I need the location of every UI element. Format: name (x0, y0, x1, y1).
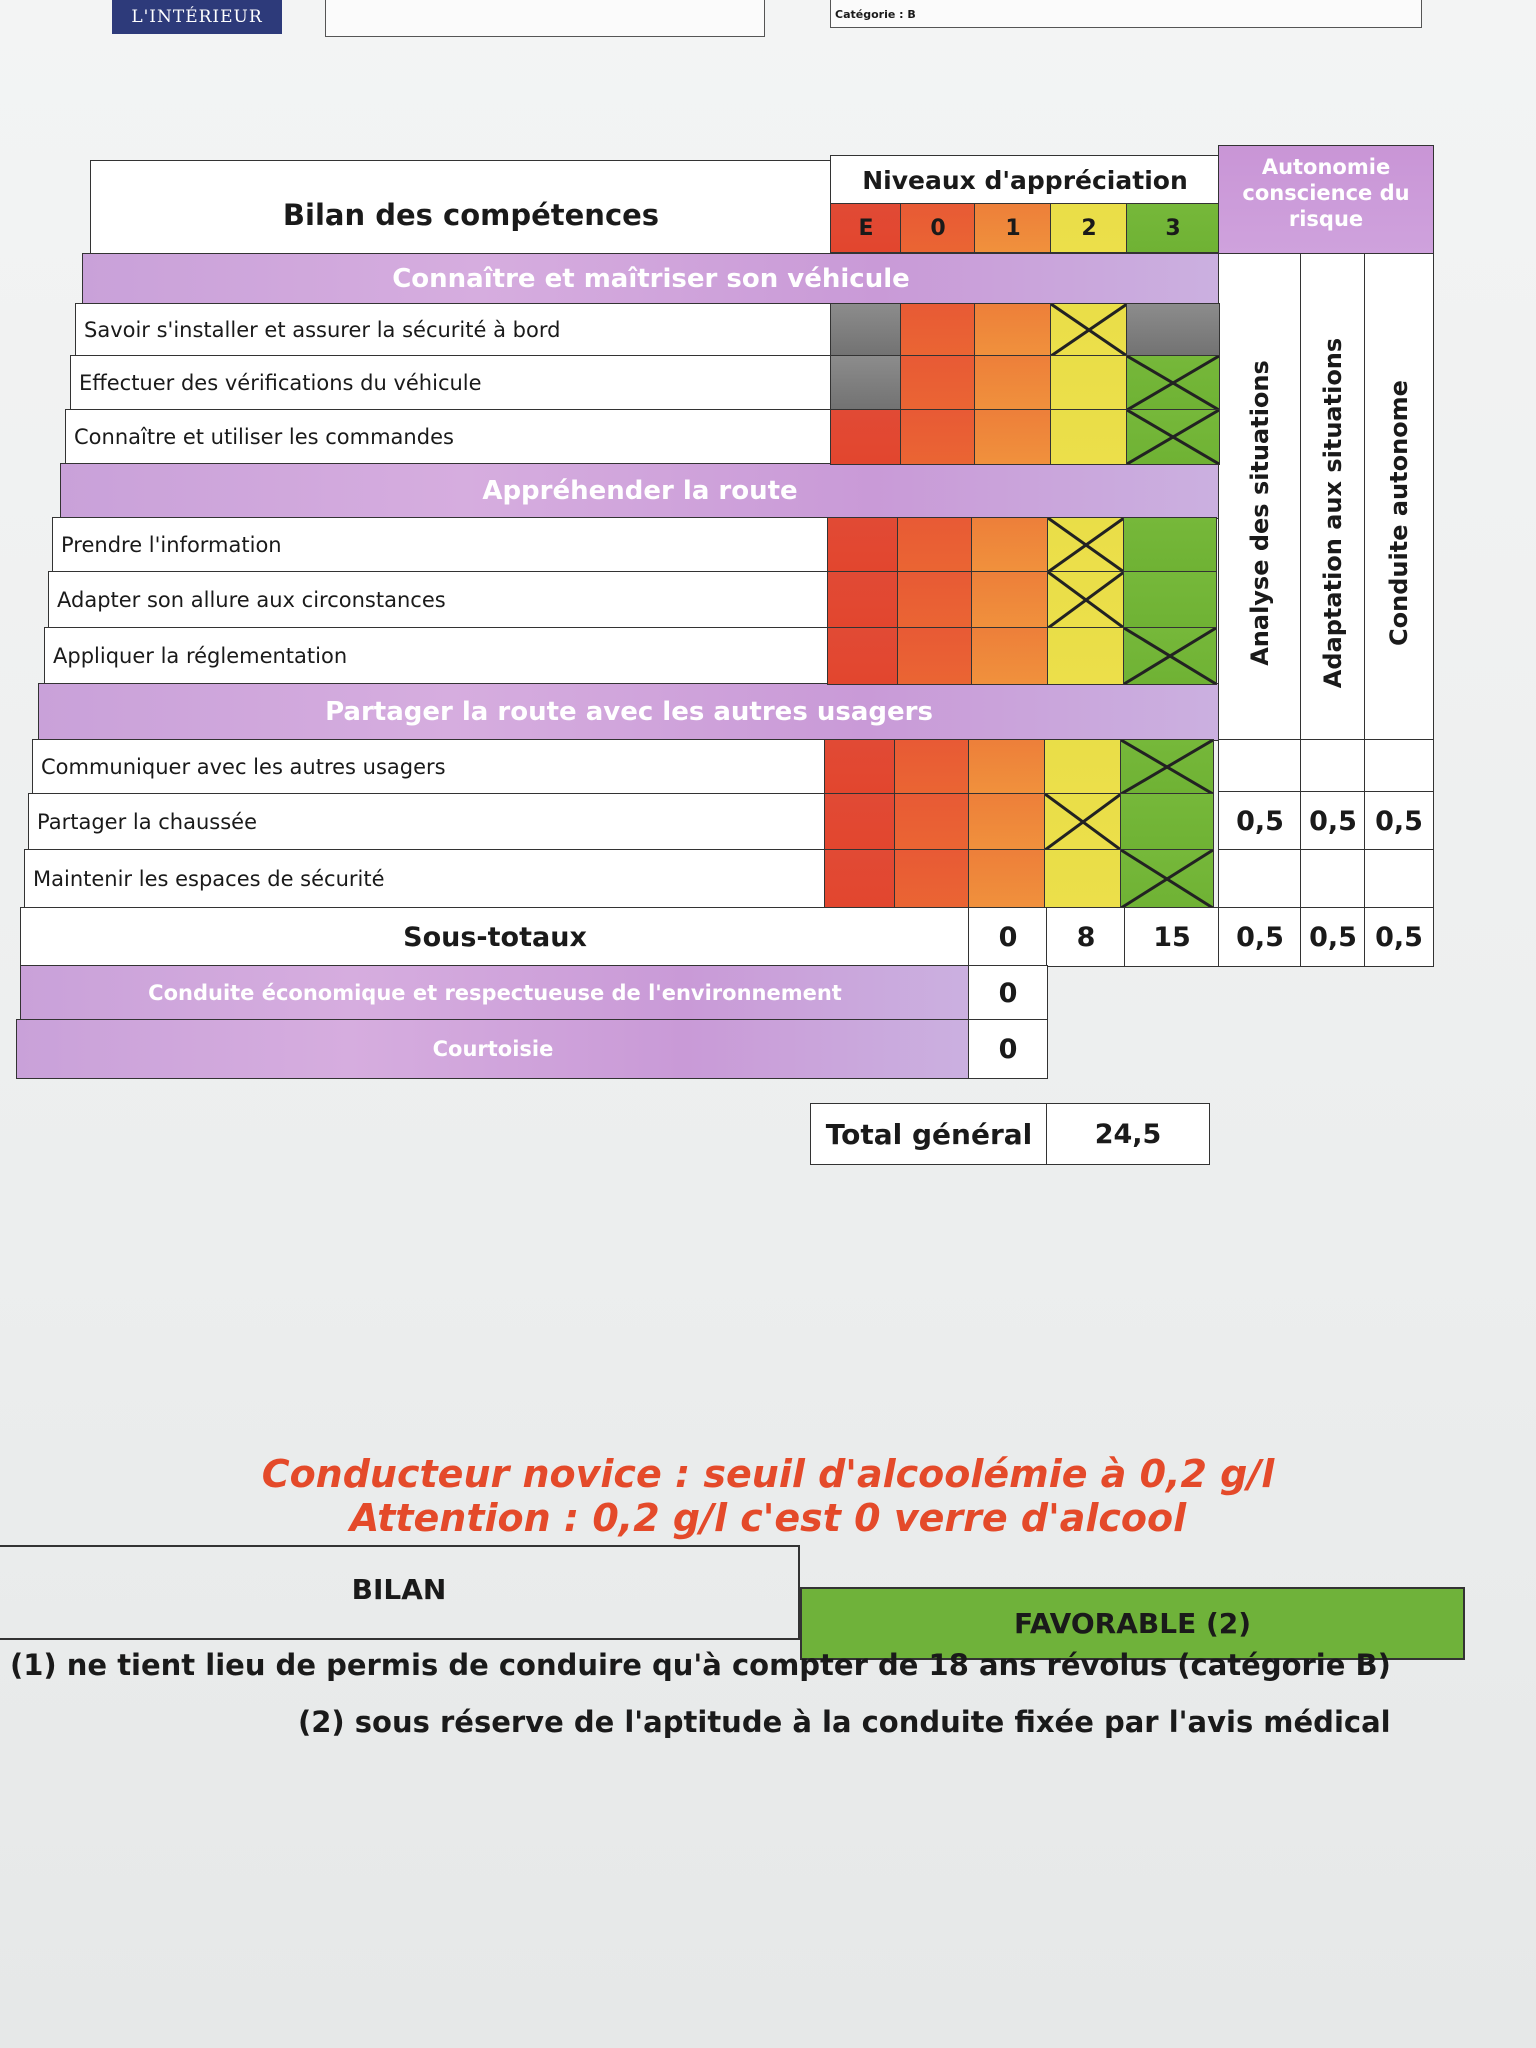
cross-mark-icon (1124, 628, 1216, 684)
subtotal-level-3: 15 (1124, 907, 1220, 967)
alcohol-warning-line1: Conducteur novice : seuil d'alcoolémie à 0,2 g/l (261, 1452, 1275, 1496)
cross-mark-icon (1048, 572, 1124, 628)
ministry-badge: L'INTÉRIEUR (112, 0, 282, 34)
autonomy-col-analysis: Analyse des situations (1218, 253, 1302, 773)
subtotals-label: Sous-totaux (20, 907, 970, 967)
competence-label: Prendre l'information (52, 517, 844, 573)
rating-cell-2 (1044, 849, 1122, 909)
rating-cell-E (830, 303, 902, 357)
rating-cell-0 (894, 793, 970, 851)
eco-driving-value: 0 (968, 965, 1048, 1021)
rating-cell-E (827, 517, 899, 573)
level-header-1: 1 (974, 203, 1052, 253)
autonomy-empty (1364, 739, 1434, 793)
cross-mark-icon (1121, 850, 1213, 908)
rating-cell-1 (968, 793, 1046, 851)
level-header-0: 0 (900, 203, 976, 253)
rating-cell-1 (974, 355, 1052, 411)
alcohol-warning-line2: Attention : 0,2 g/l c'est 0 verre d'alcool (349, 1496, 1187, 1540)
rating-cell-0 (900, 355, 976, 411)
rating-cell-3 (1126, 409, 1220, 465)
rating-cell-3 (1120, 849, 1214, 909)
autonomy-col-adaptation: Adaptation aux situations (1300, 253, 1366, 773)
autonomy-title: Autonomie conscience du risque (1218, 145, 1434, 255)
autonomy-col-autonomous: Conduite autonome (1364, 253, 1434, 773)
autonomy-value-autonomous: 0,5 (1364, 791, 1434, 851)
subtotal-level-1: 0 (968, 907, 1048, 967)
competence-label: Effectuer des vérifications du véhicule (70, 355, 847, 411)
total-value: 24,5 (1046, 1103, 1210, 1165)
footnote-2: (2) sous réserve de l'aptitude à la conduite fixée par l'avis médical (298, 1705, 1391, 1739)
rating-cell-3 (1120, 739, 1214, 795)
rating-cell-0 (897, 517, 973, 573)
rating-cell-E (824, 849, 896, 909)
cross-mark-icon (1127, 356, 1219, 410)
rating-cell-3 (1123, 571, 1217, 629)
rating-cell-E (830, 409, 902, 465)
rating-cell-3 (1123, 517, 1217, 573)
autonomy-empty (1364, 849, 1434, 909)
section-title-vehicle: Connaître et maîtriser son véhicule (82, 253, 1220, 305)
level-header-3: 3 (1126, 203, 1220, 253)
rating-cell-1 (974, 409, 1052, 465)
rating-cell-2 (1050, 409, 1128, 465)
rating-cell-1 (971, 517, 1049, 573)
rating-cell-3 (1120, 793, 1214, 851)
competence-label: Maintenir les espaces de sécurité (24, 849, 842, 909)
competence-label: Communiquer avec les autres usagers (32, 739, 842, 795)
level-header-E: E (830, 203, 902, 253)
rating-cell-0 (897, 571, 973, 629)
bilan-result: FAVORABLE (2) (800, 1587, 1465, 1660)
courtesy-value: 0 (968, 1019, 1048, 1079)
bilan-row (0, 1545, 1465, 1640)
autonomy-value-adaptation: 0,5 (1300, 791, 1366, 851)
rating-cell-0 (894, 849, 970, 909)
rating-cell-2 (1044, 793, 1122, 851)
rating-cell-2 (1047, 571, 1125, 629)
section-title-road: Appréhender la route (60, 463, 1220, 519)
cross-mark-icon (1127, 410, 1219, 464)
rating-cell-0 (894, 739, 970, 795)
competence-label: Adapter son allure aux circonstances (48, 571, 844, 629)
rating-cell-3 (1123, 627, 1217, 685)
eco-driving-label: Conduite économique et respectueuse de l'environnement (20, 965, 970, 1021)
rating-cell-3 (1126, 303, 1220, 357)
competence-label: Partager la chaussée (28, 793, 842, 851)
category-field: Catégorie : B (830, 0, 1422, 28)
subtotal-level-2: 8 (1046, 907, 1126, 967)
competence-label: Appliquer la réglementation (44, 627, 844, 685)
cross-mark-icon (1051, 304, 1127, 356)
rating-cell-0 (900, 409, 976, 465)
rating-cell-2 (1050, 355, 1128, 411)
level-header-2: 2 (1050, 203, 1128, 253)
competence-table (20, 145, 1450, 1175)
rating-cell-2 (1047, 627, 1125, 685)
competence-label: Connaître et utiliser les commandes (65, 409, 847, 465)
total-label: Total général (810, 1103, 1048, 1165)
rating-cell-1 (971, 627, 1049, 685)
autonomy-empty (1218, 849, 1302, 909)
rating-cell-E (827, 571, 899, 629)
autonomy-empty (1300, 739, 1366, 793)
cross-mark-icon (1045, 794, 1121, 850)
rating-cell-E (824, 739, 896, 795)
rating-cell-2 (1050, 303, 1128, 357)
rating-cell-1 (974, 303, 1052, 357)
rating-cell-2 (1047, 517, 1125, 573)
rating-cell-3 (1126, 355, 1220, 411)
cross-mark-icon (1121, 740, 1213, 794)
table-title: Bilan des compétences (90, 160, 852, 270)
competence-label: Savoir s'installer et assurer la sécurité à bord (75, 303, 847, 357)
subtotal-autonomous: 0,5 (1364, 907, 1434, 967)
rating-cell-1 (968, 849, 1046, 909)
footnote-1: (1) ne tient lieu de permis de conduire qu'à compter de 18 ans révolus (catégorie B) (10, 1648, 1391, 1682)
cross-mark-icon (1048, 518, 1124, 572)
rating-cell-1 (971, 571, 1049, 629)
rating-cell-0 (900, 303, 976, 357)
autonomy-empty (1218, 739, 1302, 793)
autonomy-empty (1300, 849, 1366, 909)
autonomy-value-analysis: 0,5 (1218, 791, 1302, 851)
rating-cell-E (824, 793, 896, 851)
levels-title: Niveaux d'appréciation (830, 155, 1220, 205)
courtesy-label: Courtoisie (16, 1019, 970, 1079)
bilan-label: BILAN (0, 1545, 800, 1640)
subtotal-analysis: 0,5 (1218, 907, 1302, 967)
rating-cell-2 (1044, 739, 1122, 795)
rating-cell-0 (897, 627, 973, 685)
subtotal-adaptation: 0,5 (1300, 907, 1366, 967)
header-field-box (325, 0, 765, 37)
rating-cell-E (827, 627, 899, 685)
rating-cell-E (830, 355, 902, 411)
section-title-share: Partager la route avec les autres usagers (38, 683, 1220, 741)
rating-cell-1 (968, 739, 1046, 795)
